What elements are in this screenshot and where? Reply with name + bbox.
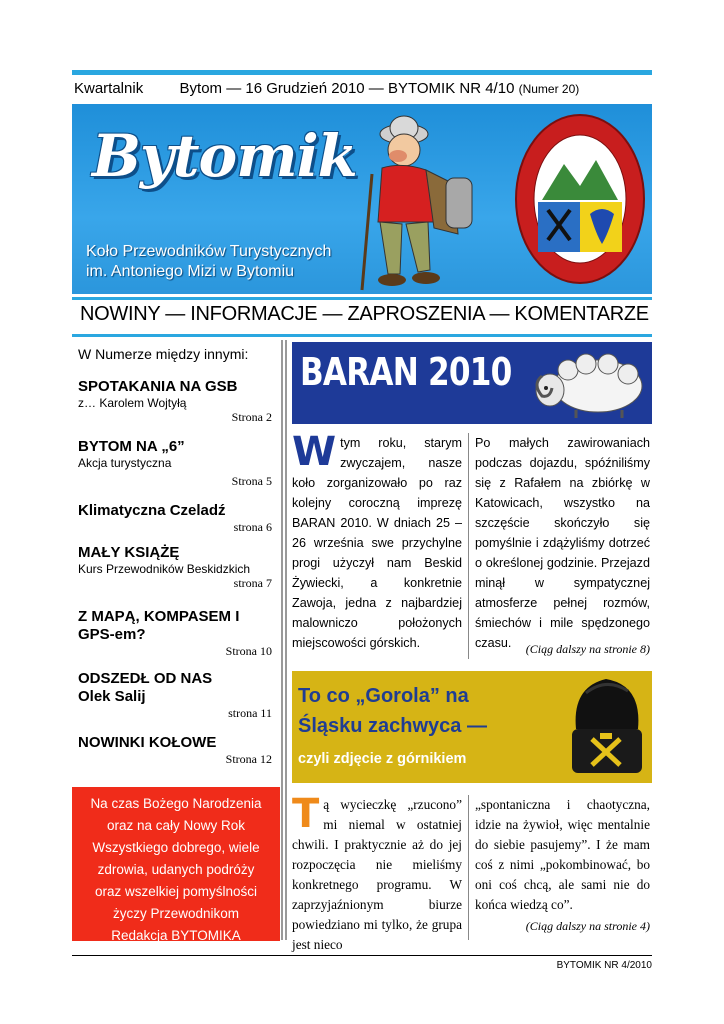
- baran-column-2: [475, 433, 650, 653]
- baran-text-1: tym roku, starym zwyczajem, nasze koło zorganizowało po raz kolejny coroczną imprezę BARAN 2010. W dniach 25 – 26 września swe przychylne progi użyczył nam Beskid Żywiecki, a konkretnie Zawoja, jedna z najbardziej malowniczo położonych miejscowości górskich.: [292, 436, 462, 650]
- greeting-line: Wszystkiego dobrego, wiele: [92, 840, 260, 855]
- section-title: NOWINY — INFORMACJE — ZAPROSZENIA — KOMENTARZE: [80, 303, 649, 325]
- banner-subtitle-line2: im. Antoniego Mizi w Bytomiu: [86, 263, 295, 280]
- bytomik-logo: Bytomik: [92, 122, 357, 190]
- toc-item[interactable]: [78, 734, 272, 767]
- toc-item-title: BYTOM NA „6”: [78, 438, 185, 455]
- baran-column-1: [292, 429, 462, 653]
- toc-item-page: Strona 12: [225, 752, 272, 766]
- toc-item-page: strona 11: [228, 706, 272, 720]
- banner-subtitle-line1: Koło Przewodników Turystycznych: [86, 243, 332, 260]
- gorol-column-separator: [468, 795, 469, 940]
- toc-item[interactable]: [78, 544, 272, 591]
- toc-item-page: Strona 2: [231, 410, 272, 424]
- ram-icon: [528, 346, 646, 420]
- gorol-headline-box: [292, 671, 652, 783]
- toc-item-title: NOWINKI KOŁOWE: [78, 734, 217, 751]
- toc-item[interactable]: [78, 608, 272, 659]
- baran-text-2: Po małych zawirowaniach podczas dojazdu, spóźniliśmy się z Rafałem na zbiórkę w Katowicach, wszystko na szczęście skończyło się pomyślnie i zdążyliśmy dotrzeć o określonej godzinie. Przejazd minął w sympatycznej atmosferze pełnej rozmów, śmiechów i mile spędzonego czasu.: [475, 436, 650, 650]
- banner-subtitle: [86, 242, 331, 282]
- greeting-line: życzy Przewodnikom: [112, 906, 240, 921]
- gorol-subtitle: czyli zdjęcie z górnikiem: [298, 751, 467, 767]
- miner-cap-icon: [562, 673, 650, 781]
- toc-item[interactable]: [78, 378, 272, 425]
- rule-under-banner: [72, 297, 652, 300]
- greeting-line: Redakcja BYTOMIKA: [111, 928, 241, 943]
- greeting-line: Na czas Bożego Narodzenia: [90, 796, 262, 811]
- gorol-continued[interactable]: (Ciąg dalszy na stronie 4): [525, 919, 650, 933]
- toc-item-title: Klimatyczna Czeladź: [78, 502, 226, 519]
- rule-under-section-title: [72, 334, 652, 337]
- gorol-text-1: ą wycieczkę „rzucono” mi niemal w ostatniej chwili. I praktycznie aż do jej rozpoczęcia nie mieliśmy konkretnego programu. W zaprzyjaźnionym biurze powiedziano mi tylko, że grupa jest nieco: [292, 797, 462, 952]
- masthead-kwartalnik: Kwartalnik: [74, 80, 144, 97]
- hiker-illustration-icon: [342, 104, 512, 294]
- baran-dropcap: W: [292, 429, 337, 475]
- baran-column-separator: [468, 433, 469, 659]
- greeting-box: [72, 787, 280, 941]
- baran-headline-box: [292, 342, 652, 424]
- gorol-title-line1: To co „Gorola” na: [298, 685, 469, 707]
- toc-intro: W Numerze między innymi:: [78, 346, 249, 362]
- toc-item-subtitle: Akcja turystyczna: [78, 456, 172, 470]
- footer-rule: [72, 955, 652, 956]
- toc-item-subtitle: Kurs Przewodników Beskidzkich: [78, 562, 251, 576]
- top-rule: [72, 70, 652, 75]
- gorol-dropcap: T: [292, 791, 320, 837]
- toc-item[interactable]: [78, 670, 272, 721]
- toc-item-page: strona 6: [233, 520, 272, 534]
- masthead-number: (Numer 20): [518, 82, 580, 96]
- toc-item-page: Strona 10: [225, 644, 272, 658]
- toc-item-title: SPOTAKANIA NA GSB: [78, 378, 238, 395]
- toc-item-title: Z MAPĄ, KOMPASEM I GPS-em?: [78, 608, 240, 643]
- footer-text: BYTOMIK NR 4/2010: [556, 960, 652, 971]
- banner: [72, 104, 652, 294]
- toc-item-title: ODSZEDŁ OD NAS Olek Salij: [78, 670, 213, 705]
- masthead-issue: Bytom — 16 Grudzień 2010 — BYTOMIK NR 4/10: [179, 80, 515, 97]
- greeting-line: zdrowia, udanych podróży: [97, 862, 255, 877]
- masthead-line: [74, 80, 652, 97]
- toc-item-title: MAŁY KSIĄŻĘ: [78, 544, 180, 561]
- baran-title: BARAN 2010: [300, 350, 512, 394]
- toc-item[interactable]: [78, 438, 272, 489]
- table-of-contents: [72, 340, 280, 780]
- club-seal-icon: [512, 110, 648, 288]
- column-divider: [281, 340, 287, 940]
- greeting-line: oraz na cały Nowy Rok: [106, 818, 246, 833]
- toc-item-page: Strona 5: [231, 474, 272, 488]
- toc-item-page: strona 7: [233, 576, 272, 590]
- gorol-title-line2: Śląsku zachwyca —: [298, 715, 487, 737]
- gorol-title: [298, 681, 487, 741]
- greeting-line: oraz wszelkiej pomyślności: [94, 884, 258, 899]
- baran-continued[interactable]: (Ciąg dalszy na stronie 8): [525, 642, 650, 656]
- gorol-column-1: [292, 791, 462, 955]
- gorol-text-2: „spontaniczna i chaotyczna, idzie na żywioł, więc mentalnie do siebie pasujemy”. I że mam coś z nimi „pokombinować, bo oni coś chcą, ale sami nie do końca wiedzą co”.: [475, 797, 650, 912]
- toc-item[interactable]: [78, 502, 272, 535]
- gorol-column-2: [475, 795, 650, 915]
- toc-item-subtitle: z… Karolem Wojtyłą: [78, 396, 187, 410]
